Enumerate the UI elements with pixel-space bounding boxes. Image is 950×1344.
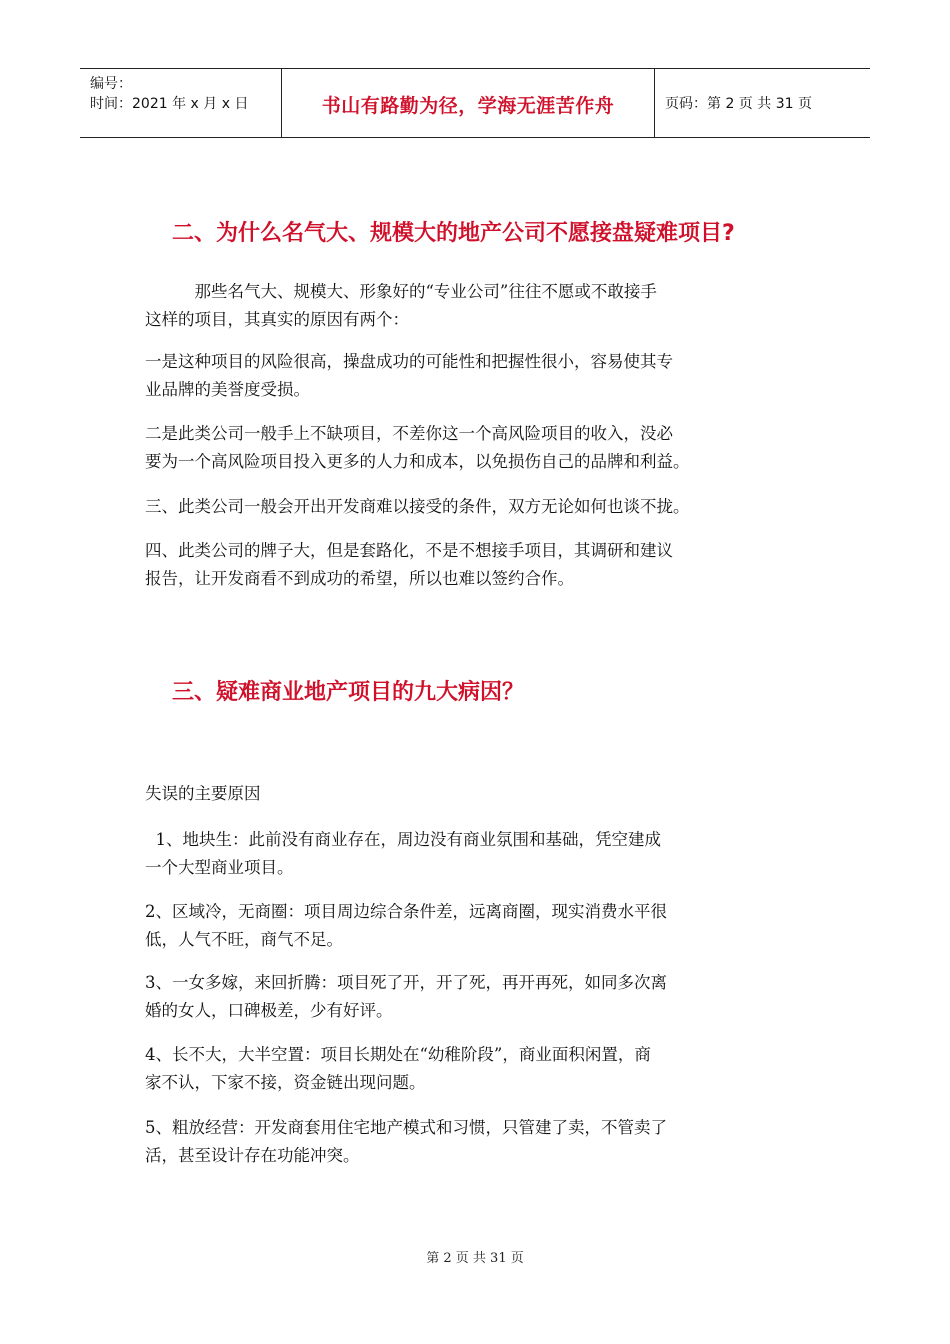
paragraph-line: 四、此类公司的牌子大，但是套路化，不是不想接手项目，其调研和建议 xyxy=(145,541,673,560)
header-table xyxy=(80,68,870,138)
cause-item-4 xyxy=(145,1041,825,1097)
section-two-heading: 二、为什么名气大、规模大的地产公司不愿接盘疑难项目? xyxy=(172,221,735,246)
section-two-paragraph-5 xyxy=(145,537,825,593)
section-two-paragraph-2 xyxy=(145,348,825,404)
paragraph-line: 失误的主要原因 xyxy=(145,784,261,803)
section-two-paragraph-1 xyxy=(145,278,825,334)
cause-item-3 xyxy=(145,969,825,1025)
causes-intro xyxy=(145,780,825,808)
paragraph-line: 2、区域冷，无商圈：项目周边综合条件差，远离商圈，现实消费水平很 xyxy=(145,902,667,921)
paragraph-line: 活，甚至设计存在功能冲突。 xyxy=(145,1146,360,1165)
cause-item-5 xyxy=(145,1114,825,1170)
paragraph-line: 二是此类公司一般手上不缺项目，不差你这一个高风险项目的收入，没必 xyxy=(145,424,673,443)
paragraph-line: 这样的项目，其真实的原因有两个： xyxy=(145,310,409,329)
header-motto: 书山有路勤为径，学海无涯苦作舟 xyxy=(321,95,615,117)
section-two-paragraph-4 xyxy=(145,493,825,521)
header-motto-cell xyxy=(282,69,655,137)
paragraph-line: 那些名气大、规模大、形象好的“专业公司”往往不愿或不敢接手 xyxy=(145,282,657,301)
paragraph-line: 低，人气不旺，商气不足。 xyxy=(145,930,343,949)
section-three-heading: 三、疑难商业地产项目的九大病因？ xyxy=(172,680,525,705)
header-meta-cell xyxy=(80,69,282,137)
cause-item-2 xyxy=(145,898,825,954)
paragraph-line: 家不认，下家不接，资金链出现问题。 xyxy=(145,1073,426,1092)
paragraph-line: 3、一女多嫁，来回折腾：项目死了开，开了死，再开再死，如同多次离 xyxy=(145,973,667,992)
paragraph-line: 婚的女人，口碑极差，少有好评。 xyxy=(145,1001,393,1020)
paragraph-line: 一是这种项目的风险很高，操盘成功的可能性和把握性很小，容易使其专 xyxy=(145,352,673,371)
section-two-paragraph-3 xyxy=(145,420,825,476)
paragraph-line: 一个大型商业项目。 xyxy=(145,858,294,877)
document-date-label: 时间：2021 年 x 月 x 日 xyxy=(90,96,249,112)
page-footer: 第 2 页 共 31 页 xyxy=(426,1251,524,1266)
paragraph-line: 5、粗放经营：开发商套用住宅地产模式和习惯，只管建了卖，不管卖了 xyxy=(145,1118,667,1137)
paragraph-line: 报告，让开发商看不到成功的希望，所以也难以签约合作。 xyxy=(145,569,574,588)
document-number-label: 编号： xyxy=(90,76,132,92)
header-page-info: 页码：第 2 页 共 31 页 xyxy=(665,96,812,112)
paragraph-line: 三、此类公司一般会开出开发商难以接受的条件，双方无论如何也谈不拢。 xyxy=(145,497,690,516)
cause-item-1 xyxy=(145,826,825,882)
paragraph-line: 业品牌的美誉度受损。 xyxy=(145,380,310,399)
paragraph-line: 1、地块生：此前没有商业存在，周边没有商业氛围和基础，凭空建成 xyxy=(145,830,661,849)
paragraph-line: 4、长不大，大半空置：项目长期处在“幼稚阶段”，商业面积闲置，商 xyxy=(145,1045,651,1064)
paragraph-line: 要为一个高风险项目投入更多的人力和成本，以免损伤自己的品牌和利益。 xyxy=(145,452,690,471)
header-page-cell xyxy=(655,69,870,137)
